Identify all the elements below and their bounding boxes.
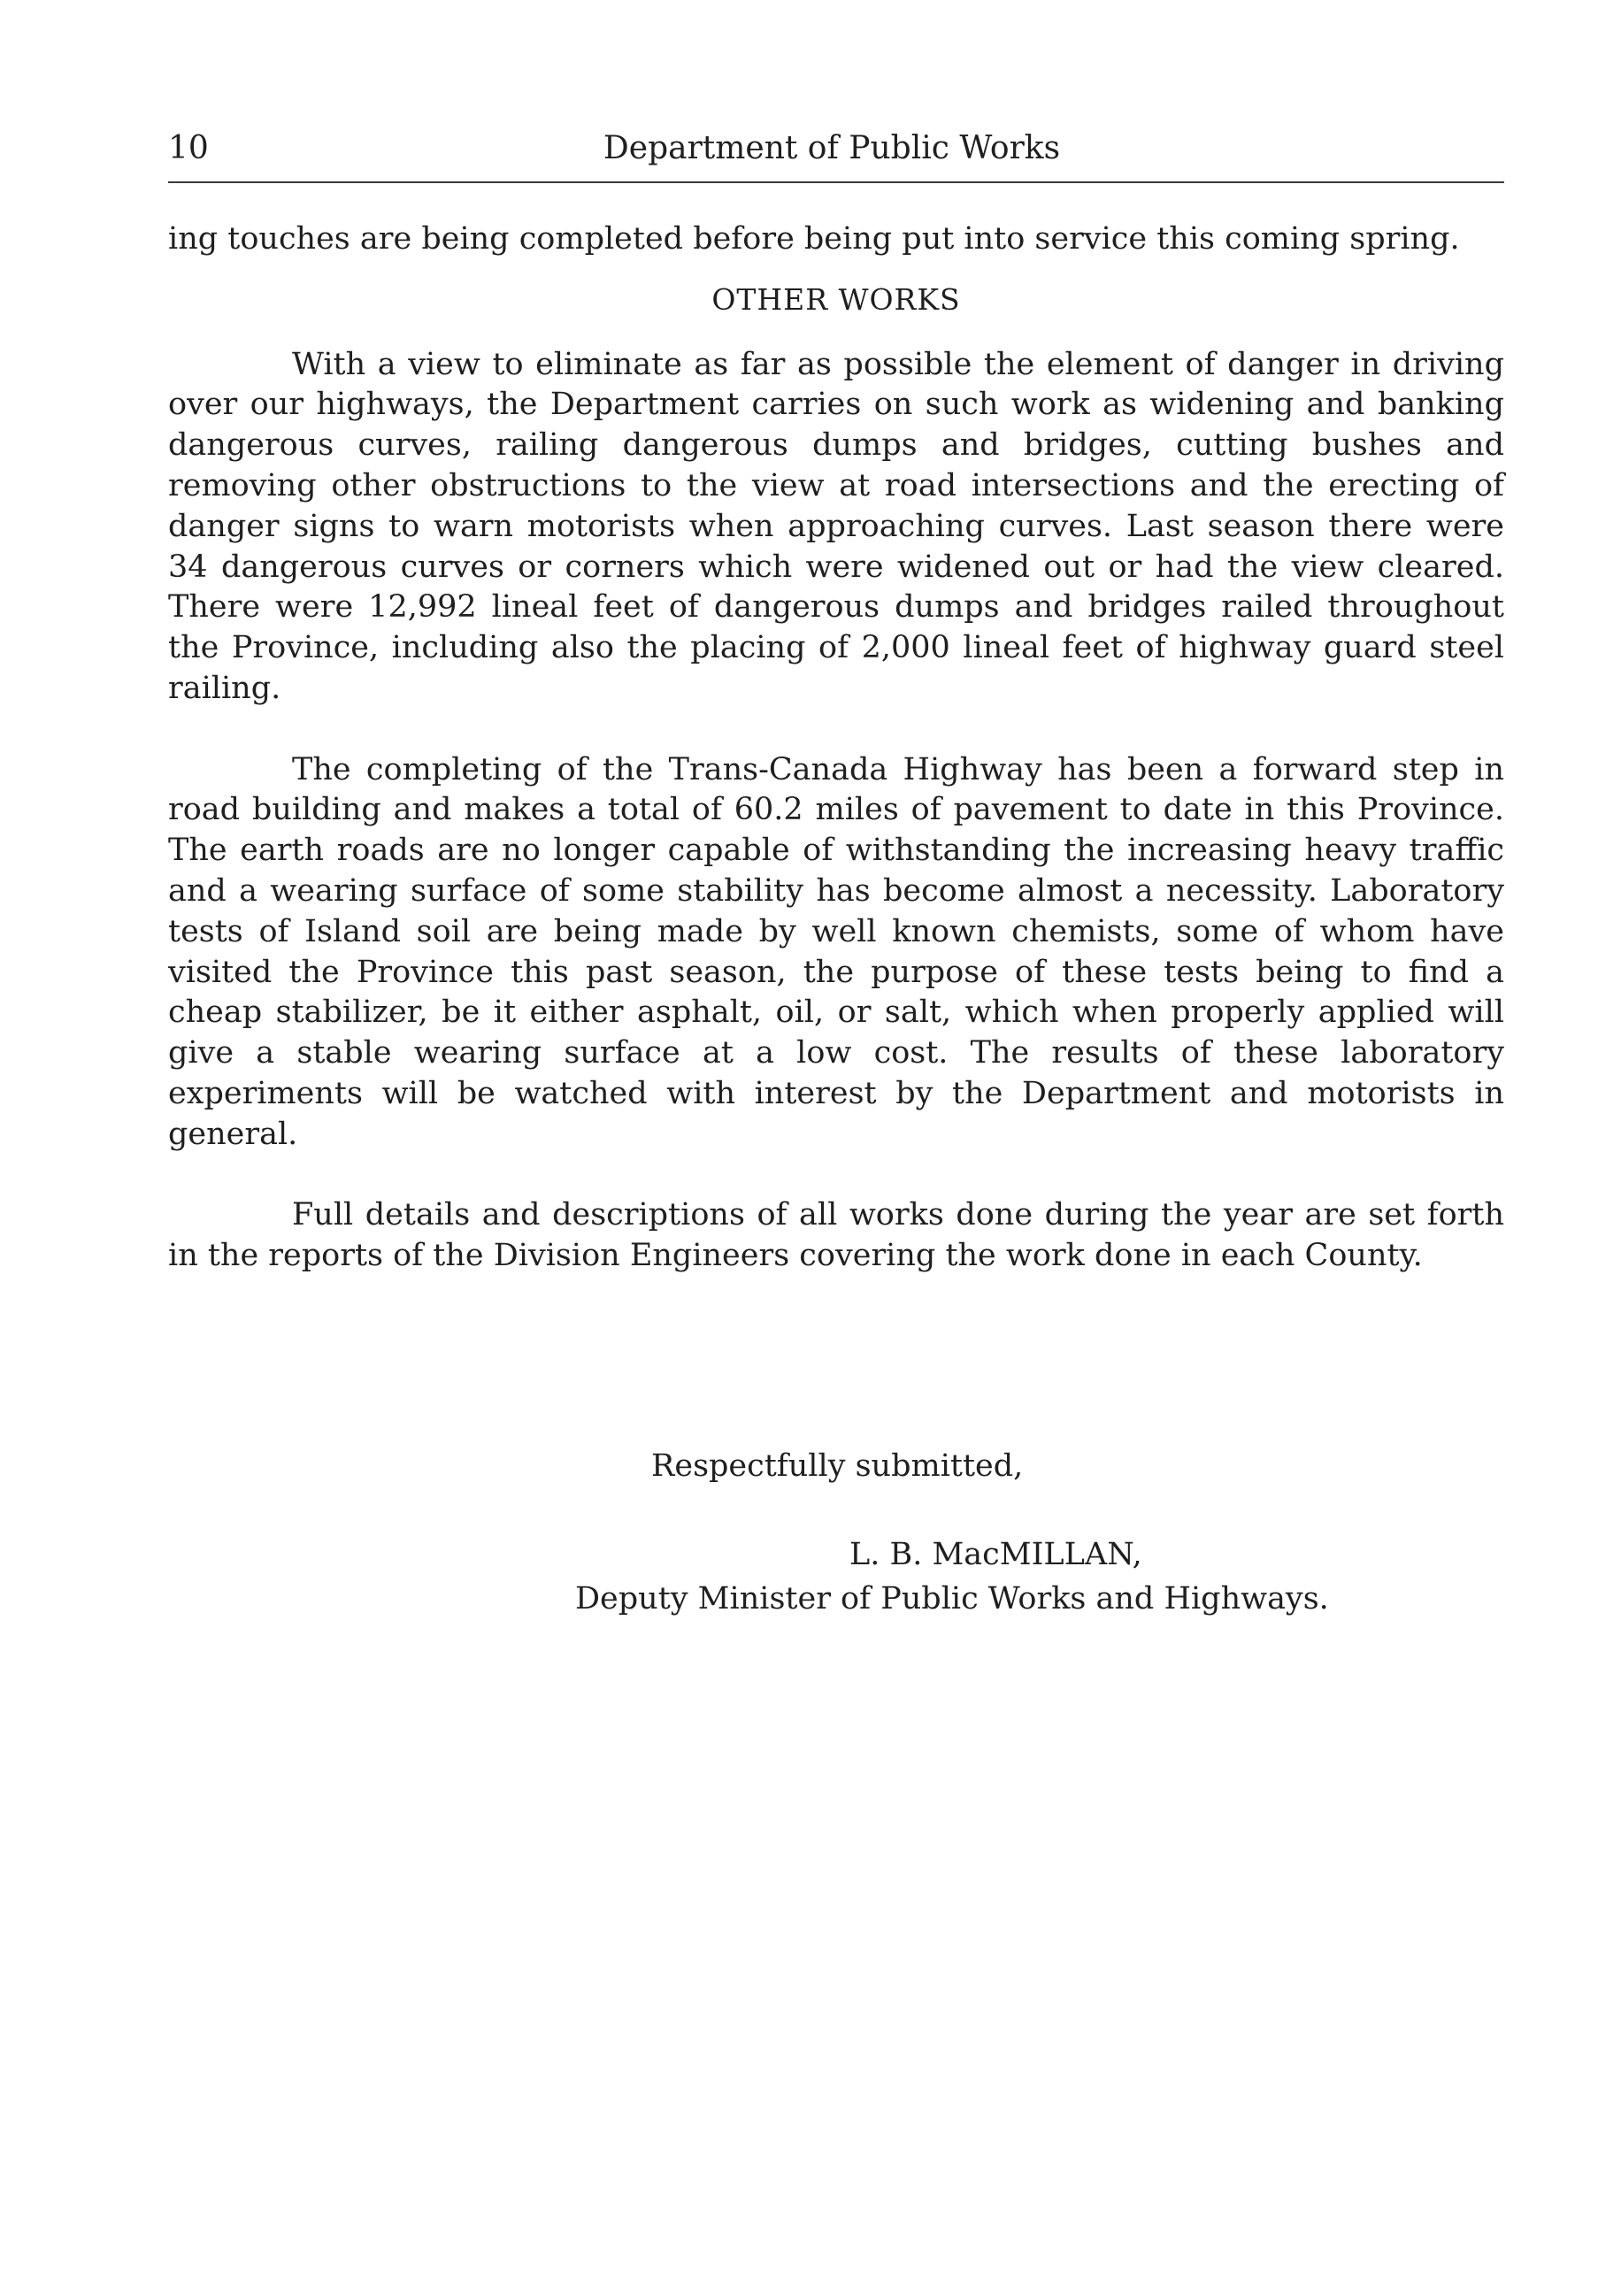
- page-header: [168, 124, 1504, 177]
- running-head: Department of Public Works: [603, 130, 1061, 166]
- page-number: 10: [168, 130, 209, 166]
- paragraph-other-works: With a view to eliminate as far as possible the element of danger in driving over our highways, the Department carries on such work as widening and banking dangerous curves, railing dangerous dumps and bridges, cutting bushes and removing other obstructions to the view at road intersections and the erecting of danger signs to warn motorists when approaching curves. Last season there were 34 dangerous curves or corners which were widened out or had the view cleared. There were 12,992 lineal feet of dangerous dumps and bridges railed throughout the Province, including also the placing of 2,000 lineal feet of highway guard steel railing.: [168, 346, 1504, 706]
- salutation: Respectfully submitted,: [651, 1448, 1024, 1484]
- body-text: [168, 219, 1504, 1277]
- signatory-name: L. B. MacMILLAN,: [849, 1537, 1142, 1572]
- paragraph-full-details: Full details and descriptions of all works done during the year are set forth in the reports of the Division Engineers covering the work done in each County.: [168, 1197, 1504, 1274]
- paragraph-trans-canada: The completing of the Trans-Canada Highway has been a forward step in road building and makes a total of 60.2 miles of pavement to date in this Province. The earth roads are no longer capable of withstanding the increasing heavy traffic and a wearing surface of some stability has become almost a necessity. Laboratory tests of Island soil are being made by well known chemists, some of whom have visited the Province this past season, the purpose of these tests being to find a cheap stabilizer, be it either asphalt, oil, or salt, which when properly applied will give a stable wearing surface at a low cost. The results of these laboratory experiments will be watched with interest by the Department and motorists in general.: [168, 751, 1504, 1152]
- section-title: OTHER WORKS: [711, 281, 961, 317]
- continuation-paragraph: ing touches are being completed before being put into service this coming spring.: [168, 221, 1460, 257]
- header-rule: [168, 181, 1504, 183]
- signatory-title: Deputy Minister of Public Works and Highways.: [575, 1581, 1329, 1616]
